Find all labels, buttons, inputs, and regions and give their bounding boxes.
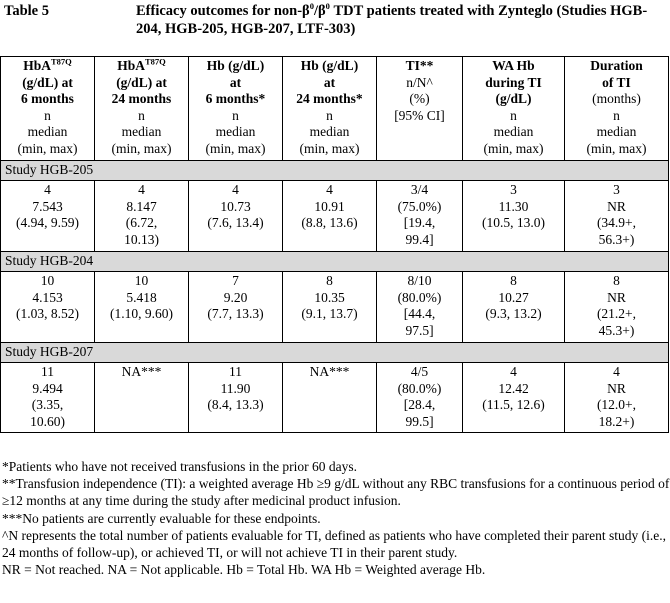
cell-line: 45.3+)	[598, 322, 635, 338]
cell-line: [28.4,	[403, 397, 436, 413]
footnotes	[2, 458, 670, 578]
table-cell	[463, 363, 565, 433]
table-cell	[377, 181, 463, 251]
col-hb-6m: Hb (g/dL) at 6 months* n median (min, max)	[189, 57, 283, 161]
cell-line: 10.73	[220, 198, 251, 214]
cell-line: 18.2+)	[598, 413, 635, 429]
table-cell	[189, 272, 283, 342]
cell-line: (7.7, 13.3)	[207, 306, 264, 322]
col-hba-24m: HbA$^{T87Q}$ (g/dL) at 24 months n median (min, max)	[95, 57, 189, 161]
table-row	[1, 181, 669, 251]
cell-line: 5.418	[126, 289, 157, 305]
cell-line: (12.0+,	[596, 397, 637, 413]
table-cell	[463, 181, 565, 251]
cell-line: 8	[326, 273, 333, 289]
cell-line: NA***	[309, 364, 350, 380]
cell-line: (9.3, 13.2)	[485, 306, 542, 322]
table-cell	[95, 363, 189, 433]
table-cell	[1, 272, 95, 342]
cell-line: (10.5, 13.0)	[482, 215, 545, 231]
cell-line: (34.9+,	[596, 215, 637, 231]
cell-line: (1.03, 8.52)	[16, 306, 79, 322]
footnote: *Patients who have not received transfusions in the prior 60 days.	[2, 459, 358, 474]
cell-line: 4/5	[410, 364, 429, 380]
table-cell	[565, 181, 669, 251]
cell-line: NR	[607, 289, 626, 305]
table-cell	[565, 363, 669, 433]
table-cell	[189, 363, 283, 433]
cell-line: (8.4, 13.3)	[207, 397, 264, 413]
table-title: Efficacy outcomes for non-$\beta^0/\beta^0$ TDT patients treated with Zynteglo (Studies HGB-204, HGB-205, HGB-207, LTF-303)	[136, 1, 648, 37]
cell-line: 10.60)	[30, 413, 65, 429]
cell-line: (75.0%)	[397, 198, 442, 214]
cell-line: (11.5, 12.6)	[482, 397, 545, 413]
cell-line: 10.35	[314, 289, 345, 305]
table-label: Table 5	[4, 3, 49, 19]
footnote: ***No patients are currently evaluable for these endpoints.	[2, 510, 321, 526]
cell-line: 10	[134, 273, 149, 289]
cell-line: (80.0%)	[397, 380, 442, 396]
header-row	[1, 57, 669, 161]
table-cell	[565, 272, 669, 342]
cell-line: 8	[510, 273, 517, 289]
study-name: Study HGB-207	[1, 342, 669, 363]
cell-line: 10.27	[498, 289, 529, 305]
efficacy-table	[0, 56, 669, 433]
cell-line: 9.494	[32, 380, 63, 396]
cell-line: 12.42	[498, 380, 529, 396]
cell-line: NR	[607, 198, 626, 214]
cell-line: (6.72,	[125, 215, 158, 231]
cell-line: 10.91	[314, 198, 345, 214]
cell-line: (4.94, 9.59)	[16, 215, 79, 231]
cell-line: NR	[607, 380, 626, 396]
table-cell	[377, 363, 463, 433]
cell-line: (3.35,	[31, 397, 64, 413]
cell-line: [19.4,	[403, 215, 436, 231]
cell-line: 99.5]	[405, 413, 434, 429]
table-cell	[95, 272, 189, 342]
cell-line: 11.90	[220, 380, 251, 396]
cell-line: 9.20	[223, 289, 248, 305]
table-cell	[95, 181, 189, 251]
col-ti: TI** n/N^ (%) [95% CI]	[377, 57, 463, 161]
cell-line: (9.1, 13.7)	[301, 306, 358, 322]
cell-line: 10.13)	[124, 231, 159, 247]
col-hb-24m: Hb (g/dL) at 24 months* n median (min, max)	[283, 57, 377, 161]
cell-line: 8/10	[407, 273, 432, 289]
table-cell	[1, 363, 95, 433]
cell-line: 8	[613, 273, 620, 289]
cell-line: 7.543	[32, 198, 63, 214]
col-wa-hb: WA Hb during TI (g/dL) n median (min, max)	[463, 57, 565, 161]
cell-line: 11	[41, 364, 54, 380]
col-duration-ti: Duration of TI (months) n median (min, max)	[565, 57, 669, 161]
cell-line: 4	[613, 364, 620, 380]
cell-line: (7.6, 13.4)	[207, 215, 264, 231]
study-header-row	[1, 342, 669, 363]
table-cell	[189, 181, 283, 251]
table-cell	[283, 363, 377, 433]
cell-line: (21.2+,	[596, 306, 637, 322]
cell-line: (8.8, 13.6)	[301, 215, 358, 231]
table-row	[1, 363, 669, 433]
cell-line: (80.0%)	[397, 289, 442, 305]
cell-line: 7	[232, 273, 239, 289]
study-name: Study HGB-205	[1, 160, 669, 181]
table-cell	[1, 181, 95, 251]
table-cell	[377, 272, 463, 342]
cell-line: 3	[510, 182, 517, 198]
table-cell	[283, 272, 377, 342]
cell-line: 11.30	[498, 198, 529, 214]
col-hba-6m: HbA$^{T87Q}$ (g/dL) at 6 months n median (min, max)	[1, 57, 95, 161]
cell-line: 4	[138, 182, 145, 198]
cell-line: NA***	[121, 364, 162, 380]
footnote: **Transfusion independence (TI): a weighted average Hb ≥9 g/dL without any RBC transfusions for a continuous period of ≥12 months at any time during the study after medicinal product infusion.	[2, 476, 670, 509]
cell-line: 4	[326, 182, 333, 198]
cell-line: 4	[44, 182, 51, 198]
cell-line: 4.153	[32, 289, 63, 305]
table-cell	[283, 181, 377, 251]
study-header-row	[1, 251, 669, 272]
cell-line: 97.5]	[405, 322, 434, 338]
cell-line: 4	[510, 364, 517, 380]
study-name: Study HGB-204	[1, 251, 669, 272]
cell-line: (1.10, 9.60)	[110, 306, 173, 322]
study-header-row	[1, 160, 669, 181]
cell-line: 8.147	[126, 198, 157, 214]
footnote: ^N represents the total number of patients evaluable for TI, defined as patients who have completed their parent study (i.e., 24 months of follow-up), or achieved TI, or will not achieve TI in their parent study.	[2, 527, 666, 561]
cell-line: 10	[40, 273, 55, 289]
cell-line: 4	[232, 182, 239, 198]
cell-line: [44.4,	[403, 306, 436, 322]
cell-line: 3/4	[410, 182, 429, 198]
footnote: NR = Not reached. NA = Not applicable. Hb = Total Hb. WA Hb = Weighted average Hb.	[2, 562, 486, 578]
table-cell	[463, 272, 565, 342]
table-row	[1, 272, 669, 342]
cell-line: 11	[229, 364, 242, 380]
cell-line: 3	[613, 182, 620, 198]
cell-line: 99.4]	[405, 231, 434, 247]
cell-line: 56.3+)	[598, 231, 635, 247]
